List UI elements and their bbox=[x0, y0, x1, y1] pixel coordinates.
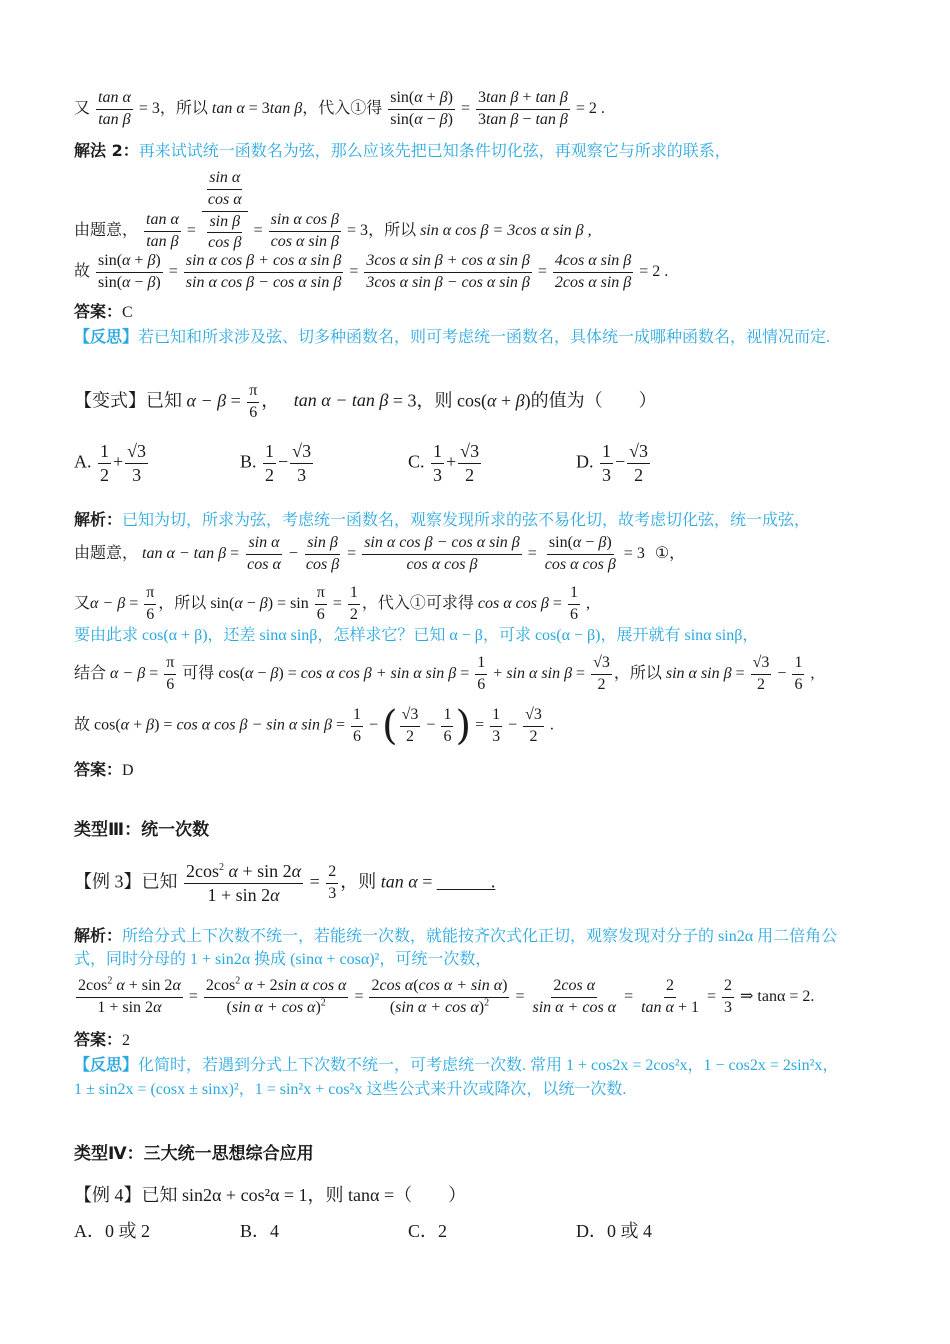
text: ，所以 bbox=[159, 99, 208, 117]
option-a[interactable]: A. $\frac{1}{2}$ + $\frac{√3}{3}$ bbox=[74, 441, 147, 485]
text: ，则 bbox=[416, 390, 453, 411]
text: 已知 bbox=[141, 871, 178, 892]
reflect-text: 1 ± sin2x = (cosx ± sinx)²，1 = sin²x + cos²x 这些公式来升次或降次，以统一次数. bbox=[74, 1081, 627, 1098]
section-heading-type4: 类型Ⅳ：三大统一思想综合应用 bbox=[74, 1144, 314, 1164]
variant-blue-line bbox=[74, 628, 758, 644]
option-d[interactable]: D．0 或 4 bbox=[576, 1221, 652, 1241]
variant-line-2: 由题意， tan α − tan β = $\frac{\text{sin α}}{\text{cos α}}$ − $\frac{\text{sin β}}{\text{cos β}}$ = $\frac{\text{sin α cos β − cos α sin β}}{\text{cos α cos β}}$ = $\frac{\sin(\alpha - \beta)}{\text{cos α cos β}}$ = 3 ①， bbox=[74, 534, 686, 573]
text: ，所以 bbox=[158, 594, 207, 612]
answer-3 bbox=[74, 1032, 130, 1049]
text: ，所以 bbox=[368, 221, 417, 239]
text: ，所以 bbox=[613, 664, 662, 682]
variant-line-3: 又α − β = $\frac{\pi}{6}$ ，所以 sin(α − β) = sin $\frac{\pi}{6}$ = $\frac{1}{2}$ ，代入①可求得 cos α cos β = $\frac{1}{6}$ , bbox=[74, 584, 590, 623]
reflect-label: 【反思】 bbox=[74, 329, 139, 346]
option-letter: A. bbox=[74, 451, 92, 472]
text: ，代入①可求得 bbox=[361, 594, 474, 612]
text: 的值为（ ） bbox=[530, 390, 657, 411]
example-label: 【例 3】 bbox=[74, 871, 142, 892]
example-3-analysis-2 bbox=[74, 952, 491, 968]
sol-line-4: 故 $\frac{\sin(\alpha + \beta)}{\sin(\alpha - \beta)}$ = $\frac{\text{sin α cos β + cos α sin β}}{\text{sin α cos β − cos α sin β}}$ = $\frac{\text{3cos α sin β + cos α sin β}}{\text{3cos α sin β − cos α sin β}}$ = $\frac{\text{4cos α sin β}}{\text{2cos α sin β}}$ = 2 . bbox=[74, 252, 669, 291]
variant-title: 【变式】 bbox=[74, 390, 146, 411]
option-b[interactable]: B．4 bbox=[240, 1221, 280, 1241]
reflect-label: 【反思】 bbox=[74, 1057, 139, 1074]
option-letter: C. bbox=[408, 451, 425, 472]
text: 由题意， bbox=[74, 544, 139, 562]
method-label: 解法 2： bbox=[74, 141, 139, 160]
analysis-text: 式，同时分母的 1 + sin2α 换成 (sinα + cosα)²，可统一次数， bbox=[74, 951, 492, 968]
text: 又 bbox=[74, 594, 91, 612]
answer-value: C bbox=[122, 304, 133, 321]
option-a[interactable]: A．0 或 2 bbox=[74, 1221, 150, 1241]
answer-label: 答案： bbox=[74, 302, 123, 321]
method-2-line bbox=[74, 143, 731, 160]
example-3-analysis-1 bbox=[74, 928, 837, 945]
fraction: $\frac{\text{3tan β + tan β}}{\text{3tan β − tan β}}$ bbox=[477, 89, 568, 128]
option-c[interactable]: C. $\frac{1}{3}$ + $\frac{√3}{2}$ bbox=[408, 441, 480, 485]
variant-line-6: 故 cos(α + β) = cos α cos β − sin α sin β = $\frac{1}{6}$ − ( $\frac{√3}{2}$ − $\frac{1}{6}$ ) = $\frac{1}{3}$ − $\frac{√3}{2}$ . bbox=[74, 703, 554, 749]
variant-analysis bbox=[74, 512, 810, 529]
method-text: 再来试试统一函数名为弦，那么应该先把已知条件切化弦，再观察它与所求的联系， bbox=[138, 143, 731, 160]
fraction: $\frac{\text{sin α cos β}}{\text{cos α sin β}}$ bbox=[270, 210, 340, 250]
reflect-text: 化简时，若遇到分式上下次数不统一，可考虑统一次数. 常用 1 + cos2x = 2cos²x，1 − cos2x = 2sin²x， bbox=[138, 1057, 839, 1074]
text: 已知 bbox=[146, 390, 182, 411]
example-label: 【例 4】 bbox=[74, 1185, 142, 1205]
option-d[interactable]: D. $\frac{1}{3}$ − $\frac{√3}{2}$ bbox=[576, 441, 649, 485]
option-b[interactable]: B. $\frac{1}{2}$ − $\frac{√3}{3}$ bbox=[240, 441, 312, 485]
text: 结合 bbox=[74, 664, 107, 682]
example-3-stem: 【例 3】已知 $\frac{2\cos^2 \alpha + \sin 2\alpha}{1 + \sin 2\alpha}$ = $\frac{2}{3}$ ，则 tan α = ______. bbox=[74, 861, 496, 905]
fraction: $\frac{\sin(\alpha + \beta)}{\sin(\alpha - \beta)}$ bbox=[390, 89, 453, 128]
compound-fraction: $\frac{\frac{\text{sin α}}{\text{cos α}}}{\frac{\text{sin β}}{\text{cos β}}}$ bbox=[202, 170, 248, 252]
fraction: $\frac{\text{tan α}}{\text{tan β}}$ bbox=[98, 89, 131, 128]
reflect-3-line-1 bbox=[74, 1058, 838, 1074]
section-heading-type3: 类型Ⅲ：统一次数 bbox=[74, 820, 210, 840]
example-4-options bbox=[74, 1222, 874, 1246]
option-letter: D. bbox=[576, 451, 594, 472]
answer-1 bbox=[74, 304, 133, 321]
result: ⇒ tanα = 2. bbox=[740, 987, 815, 1005]
example-3-derivation: $\frac{2\cos^2 \alpha + \sin 2\alpha}{1 + \sin 2\alpha}$ = $\frac{2\cos^2 \alpha + 2\sin \alpha \cos \alpha}{(\sin \alpha + \cos \alpha)^2}$ = $\frac{\text{2cos α(cos α + sin α)}}{(\sin \alpha + \cos \alpha)^2}$ = $\frac{\text{2cos α}}{\text{sin α + cos α}}$ = $\frac{2}{\text{tan α + 1}}$ = $\frac{2}{3}$ ⇒ tanα = 2. bbox=[78, 975, 815, 1016]
reflect-1 bbox=[74, 330, 830, 346]
example-4-stem bbox=[74, 1186, 466, 1204]
analysis-label: 解析： bbox=[74, 926, 123, 945]
text: 又 bbox=[74, 99, 91, 117]
text: 故 bbox=[74, 716, 91, 734]
analysis-text: 已知为切，所求为弦，考虑统一函数名，观察发现所求的弦不易化切，故考虑切化弦，统一成弦， bbox=[122, 512, 811, 529]
sol-line-1: 又 $\frac{\text{tan α}}{\text{tan β}}$ = 3，所以 tan α = 3tan β，代入①得 $\frac{\sin(\alpha + \beta)}{\sin(\alpha - \beta)}$ = $\frac{\text{3tan β + tan β}}{\text{3tan β − tan β}}$ = 2 . bbox=[74, 89, 605, 128]
answer-label: 答案： bbox=[74, 760, 123, 779]
hint-text: 要由此求 cos(α + β)，还差 sinα sinβ，怎样求它？已知 α − β，可求 cos(α − β)，展开就有 sinα sinβ， bbox=[74, 627, 759, 644]
reflect-3-line-2 bbox=[74, 1082, 626, 1098]
fraction: $\frac{\text{tan α}}{\text{tan β}}$ bbox=[146, 210, 179, 250]
text: ①， bbox=[654, 544, 686, 562]
variant-stem: 【变式】已知 α − β = $\frac{\pi}{6}$ ， tan α − tan β = 3，则 cos(α + β)的值为（ ） bbox=[74, 382, 657, 421]
text: 由题意， bbox=[74, 221, 139, 239]
variant-line-5: 结合 α − β = $\frac{\pi}{6}$ 可得 cos(α − β) = cos α cos β + sin α sin β = $\frac{1}{6}$ + sin α sin β = $\frac{√3}{2}$ ，所以 sin α sin β = $\frac{√3}{2}$ − $\frac{1}{6}$ , bbox=[74, 654, 815, 693]
answer-blank[interactable]: ______. bbox=[436, 871, 496, 892]
answer-2 bbox=[74, 762, 134, 779]
text: ，代入①得 bbox=[302, 99, 383, 117]
sol-line-3: 由题意， $\frac{\text{tan α}}{\text{tan β}}$ = $\frac{\frac{\text{sin α}}{\text{cos α}}}{\frac{\text{sin β}}{\text{cos β}}}$ = $\frac{\text{sin α cos β}}{\text{cos α sin β}}$ = 3，所以 sin α cos β = 3cos α sin β , bbox=[74, 169, 592, 252]
text: 故 bbox=[74, 262, 91, 280]
variant-options bbox=[74, 442, 874, 488]
option-c[interactable]: C．2 bbox=[408, 1221, 448, 1241]
analysis-text: 所给分式上下次数不统一，若能统一次数，就能按齐次式化正切，观察发现对分子的 sin2α 用二倍角公 bbox=[122, 928, 838, 945]
answer-value: 2 bbox=[122, 1032, 131, 1049]
text: 可得 bbox=[182, 664, 215, 682]
question-text: 已知 sin2α + cos²α = 1，则 tanα =（ ） bbox=[141, 1185, 467, 1205]
reflect-text: 若已知和所求涉及弦、切多种函数名，则可考虑统一函数名，具体统一成哪种函数名，视情况而定. bbox=[138, 329, 831, 346]
answer-value: D bbox=[122, 762, 134, 779]
option-letter: B. bbox=[240, 451, 257, 472]
text: ， bbox=[261, 390, 280, 411]
answer-label: 答案： bbox=[74, 1030, 123, 1049]
analysis-label: 解析： bbox=[74, 510, 123, 529]
text: ，则 bbox=[340, 871, 377, 892]
